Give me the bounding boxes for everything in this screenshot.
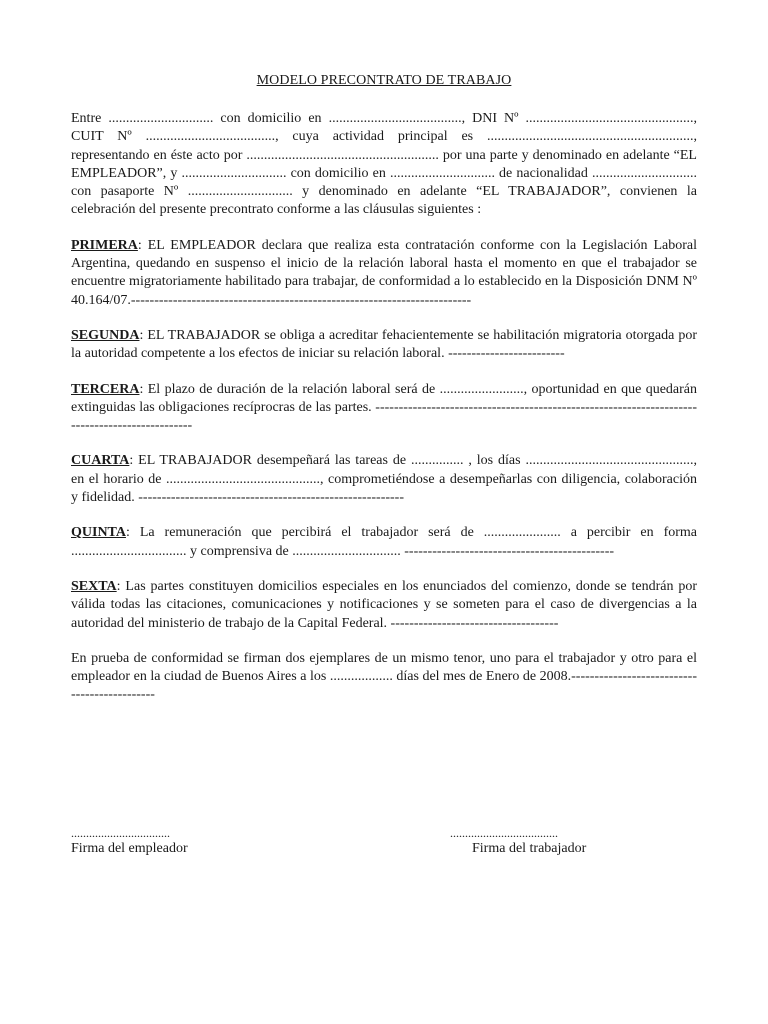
- clause-segunda: [71, 327, 697, 364]
- clause-label: PRIMERA: [71, 237, 138, 253]
- clause-quinta: [71, 524, 697, 561]
- employer-signature-line: .................................: [71, 826, 170, 840]
- clause-text: : EL TRABAJADOR desempeñará las tareas de ............... , los días ................................................, en el horario de ............................................, comprometiéndose a desempeñarlas con diligencia, colaboración y fidelidad. ---------------------------------------------------------: [71, 453, 697, 506]
- clause-text: : EL TRABAJADOR se obliga a acreditar fehacientemente se habilitación migratoria otorgada por la autoridad competente a los efectos de iniciar su relación laboral. -------------------------: [71, 327, 697, 362]
- clause-label: TERCERA: [71, 381, 140, 397]
- clause-tercera: [71, 381, 697, 436]
- clause-cuarta: [71, 452, 697, 507]
- clause-sexta: [71, 578, 697, 633]
- closing-paragraph: En prueba de conformidad se firman dos ejemplares de un mismo tenor, uno para el trabajador y otro para el empleador en la ciudad de Buenos Aires a los .................. días del mes de Enero de 2008.---------------------------------------------: [71, 650, 697, 703]
- clause-primera: [71, 237, 697, 310]
- clause-label: SEXTA: [71, 578, 117, 594]
- clause-label: QUINTA: [71, 525, 126, 541]
- clause-label: CUARTA: [71, 453, 130, 469]
- employer-signature-label: Firma del empleador: [71, 841, 188, 856]
- clause-text: : EL EMPLEADOR declara que realiza esta contratación conforme con la Legislación Laboral Argentina, quedando en suspenso el inicio de la relación laboral hasta el momento en que el trabajador se encuentre migratoriamente habilitado para trabajar, de conformidad a lo establecido en la Disposición DNM Nº 40.164/07.-------------------------------------------------------------------------: [71, 237, 697, 308]
- clause-label: SEGUNDA: [71, 327, 140, 343]
- clause-text: : El plazo de duración de la relación laboral será de ........................, oportunidad en que quedarán extinguidas las obligaciones recíprocras de las partes. -----------------------------------------------------------------------------------------------: [71, 381, 697, 434]
- worker-signature-line: ....................................: [450, 826, 558, 840]
- contract-document: [71, 72, 697, 722]
- worker-signature-label: Firma del trabajador: [472, 841, 587, 856]
- intro-paragraph: Entre .............................. con domicilio en ......................................, DNI Nº ................................................, CUIT Nº ....................................., cuya actividad principal es ..........................................................., representando en éste acto por ....................................................... por una parte y denominado en adelante “EL EMPLEADOR”, y .............................. con domicilio en .............................. de nacionalidad .............................. con pasaporte Nº .............................. y denominado en adelante “EL TRABAJADOR”, convienen la celebración del presente precontrato conforme a las cláusulas siguientes :: [71, 111, 697, 218]
- document-title: MODELO PRECONTRATO DE TRABAJO: [256, 73, 512, 88]
- clause-text: : La remuneración que percibirá el trabajador será de ...................... a percibir en forma ................................. y comprensiva de ............................... ---------------------------------------------: [71, 525, 697, 559]
- clause-text: : Las partes constituyen domicilios especiales en los enunciados del comienzo, donde se tendrán por válida todas las citaciones, comunicaciones y notificaciones y se someten para el caso de divergencias a la autoridad del ministerio de trabajo de la Capital Federal. ------------------------------------: [71, 578, 697, 631]
